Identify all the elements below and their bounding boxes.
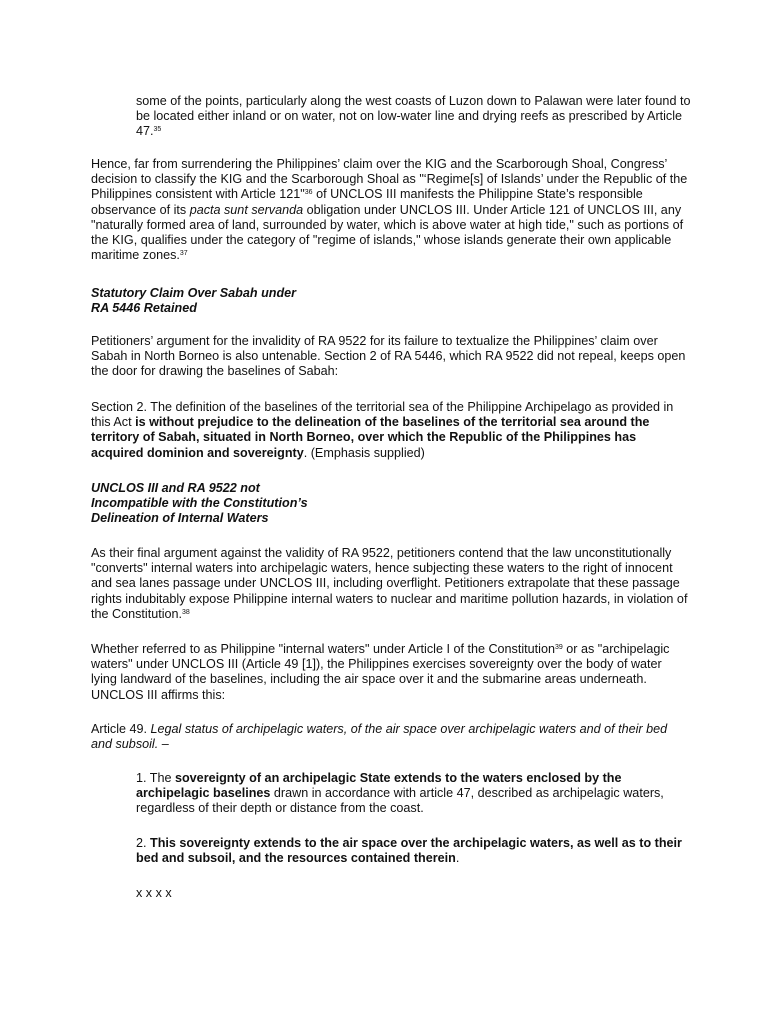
ellipsis-marker: x x x x: [136, 886, 172, 900]
paragraph-kig-scarborough: Hence, far from surrendering the Philippines’ claim over the KIG and the Scarborough Shoal, Congress’ decision to classify the KIG and the Scarborough Shoal as "‘Regime[s] of Islands’ under the Republic of the Philippines consistent with Article 121"$^{36}$ of UNCLOS III manifests the Philippine State’s responsible observance of its pacta sunt servanda obligation under UNCLOS III. Under Article 121 of UNCLOS III, any "naturally formed area of land, surrounded by water, which is above water at high tide," such as portions of the KIG, qualifies under the category of "regime of islands," whose islands generate their own applicable maritime zones.$^{37}$: [91, 157, 688, 263]
footnote-marker: 39: [554, 644, 563, 651]
paragraph-article-47-points: some of the points, particularly along the west coasts of Luzon down to Palawan were later found to be located either inland or on water, not on low-water line and drying reefs as prescribed by Article 47.35: [136, 94, 691, 139]
paragraph-internal-archipelagic-waters: Whether referred to as Philippine "internal waters" under Article I of the Constitution$^{39}$ or as "archipelagic waters" under UNCLOS III (Article 49 [1]), the Philippines exercises sovereignty over the body of water lying landward of the baselines, including the air space over it and the submarine areas underneath. UNCLOS III affirms this:: [91, 642, 670, 702]
list-item-1-sovereignty: 1. The sovereignty of an archipelagic State extends to the waters enclosed by the archipelagic baselines drawn in accordance with article 47, described as archipelagic waters, regardless of their depth or distance from the coast.: [136, 771, 664, 816]
section-heading-sabah: Statutory Claim Over Sabah under RA 5446 Retained: [91, 286, 297, 316]
footnote-marker: 36: [304, 189, 313, 197]
footnote-marker: 38: [182, 608, 190, 616]
section-heading-internal-waters: UNCLOS III and RA 9522 not Incompatible with the Constitution’s Delineation of Internal Waters: [91, 481, 308, 526]
paragraph-section-2-quote: Section 2. The definition of the baselines of the territorial sea of the Philippine Archipelago as provided in this Act is without prejudice to the delineation of the baselines of the territorial sea around the territory of Sabah, situated in North Borneo, over which the Republic of the Philippines has acquired dominion and sovereignty. (Emphasis supplied): [91, 400, 674, 460]
paragraph-article-49: Article 49. Legal status of archipelagic waters, of the air space over archipelagic waters and of their bed and subsoil. –: [91, 722, 668, 752]
footnote-marker: 35: [153, 126, 162, 134]
paragraph-petitioners-argument: As their final argument against the validity of RA 9522, petitioners contend that the law unconstitutionally "converts" internal waters into archipelagic waters, hence subjecting these waters to the right of innocent and sea lanes passage under UNCLOS III, including overflight. Petitioners extrapolate that these passage rights indubitably expose Philippine internal waters to nuclear and maritime pollution hazards, in violation of the Constitution.$^{38}$: [91, 546, 688, 621]
list-item-2-sovereignty: 2. This sovereignty extends to the air space over the archipelagic waters, as well as to their bed and subsoil, and the resources contained therein.: [136, 836, 682, 866]
paragraph-sabah-claim: Petitioners’ argument for the invalidity of RA 9522 for its failure to textualize the Philippines’ claim over Sabah in North Borneo is also untenable. Section 2 of RA 5446, which RA 9522 did not repeal, keeps open the door for drawing the baselines of Sabah:: [91, 334, 686, 379]
footnote-marker: 37: [179, 250, 188, 258]
